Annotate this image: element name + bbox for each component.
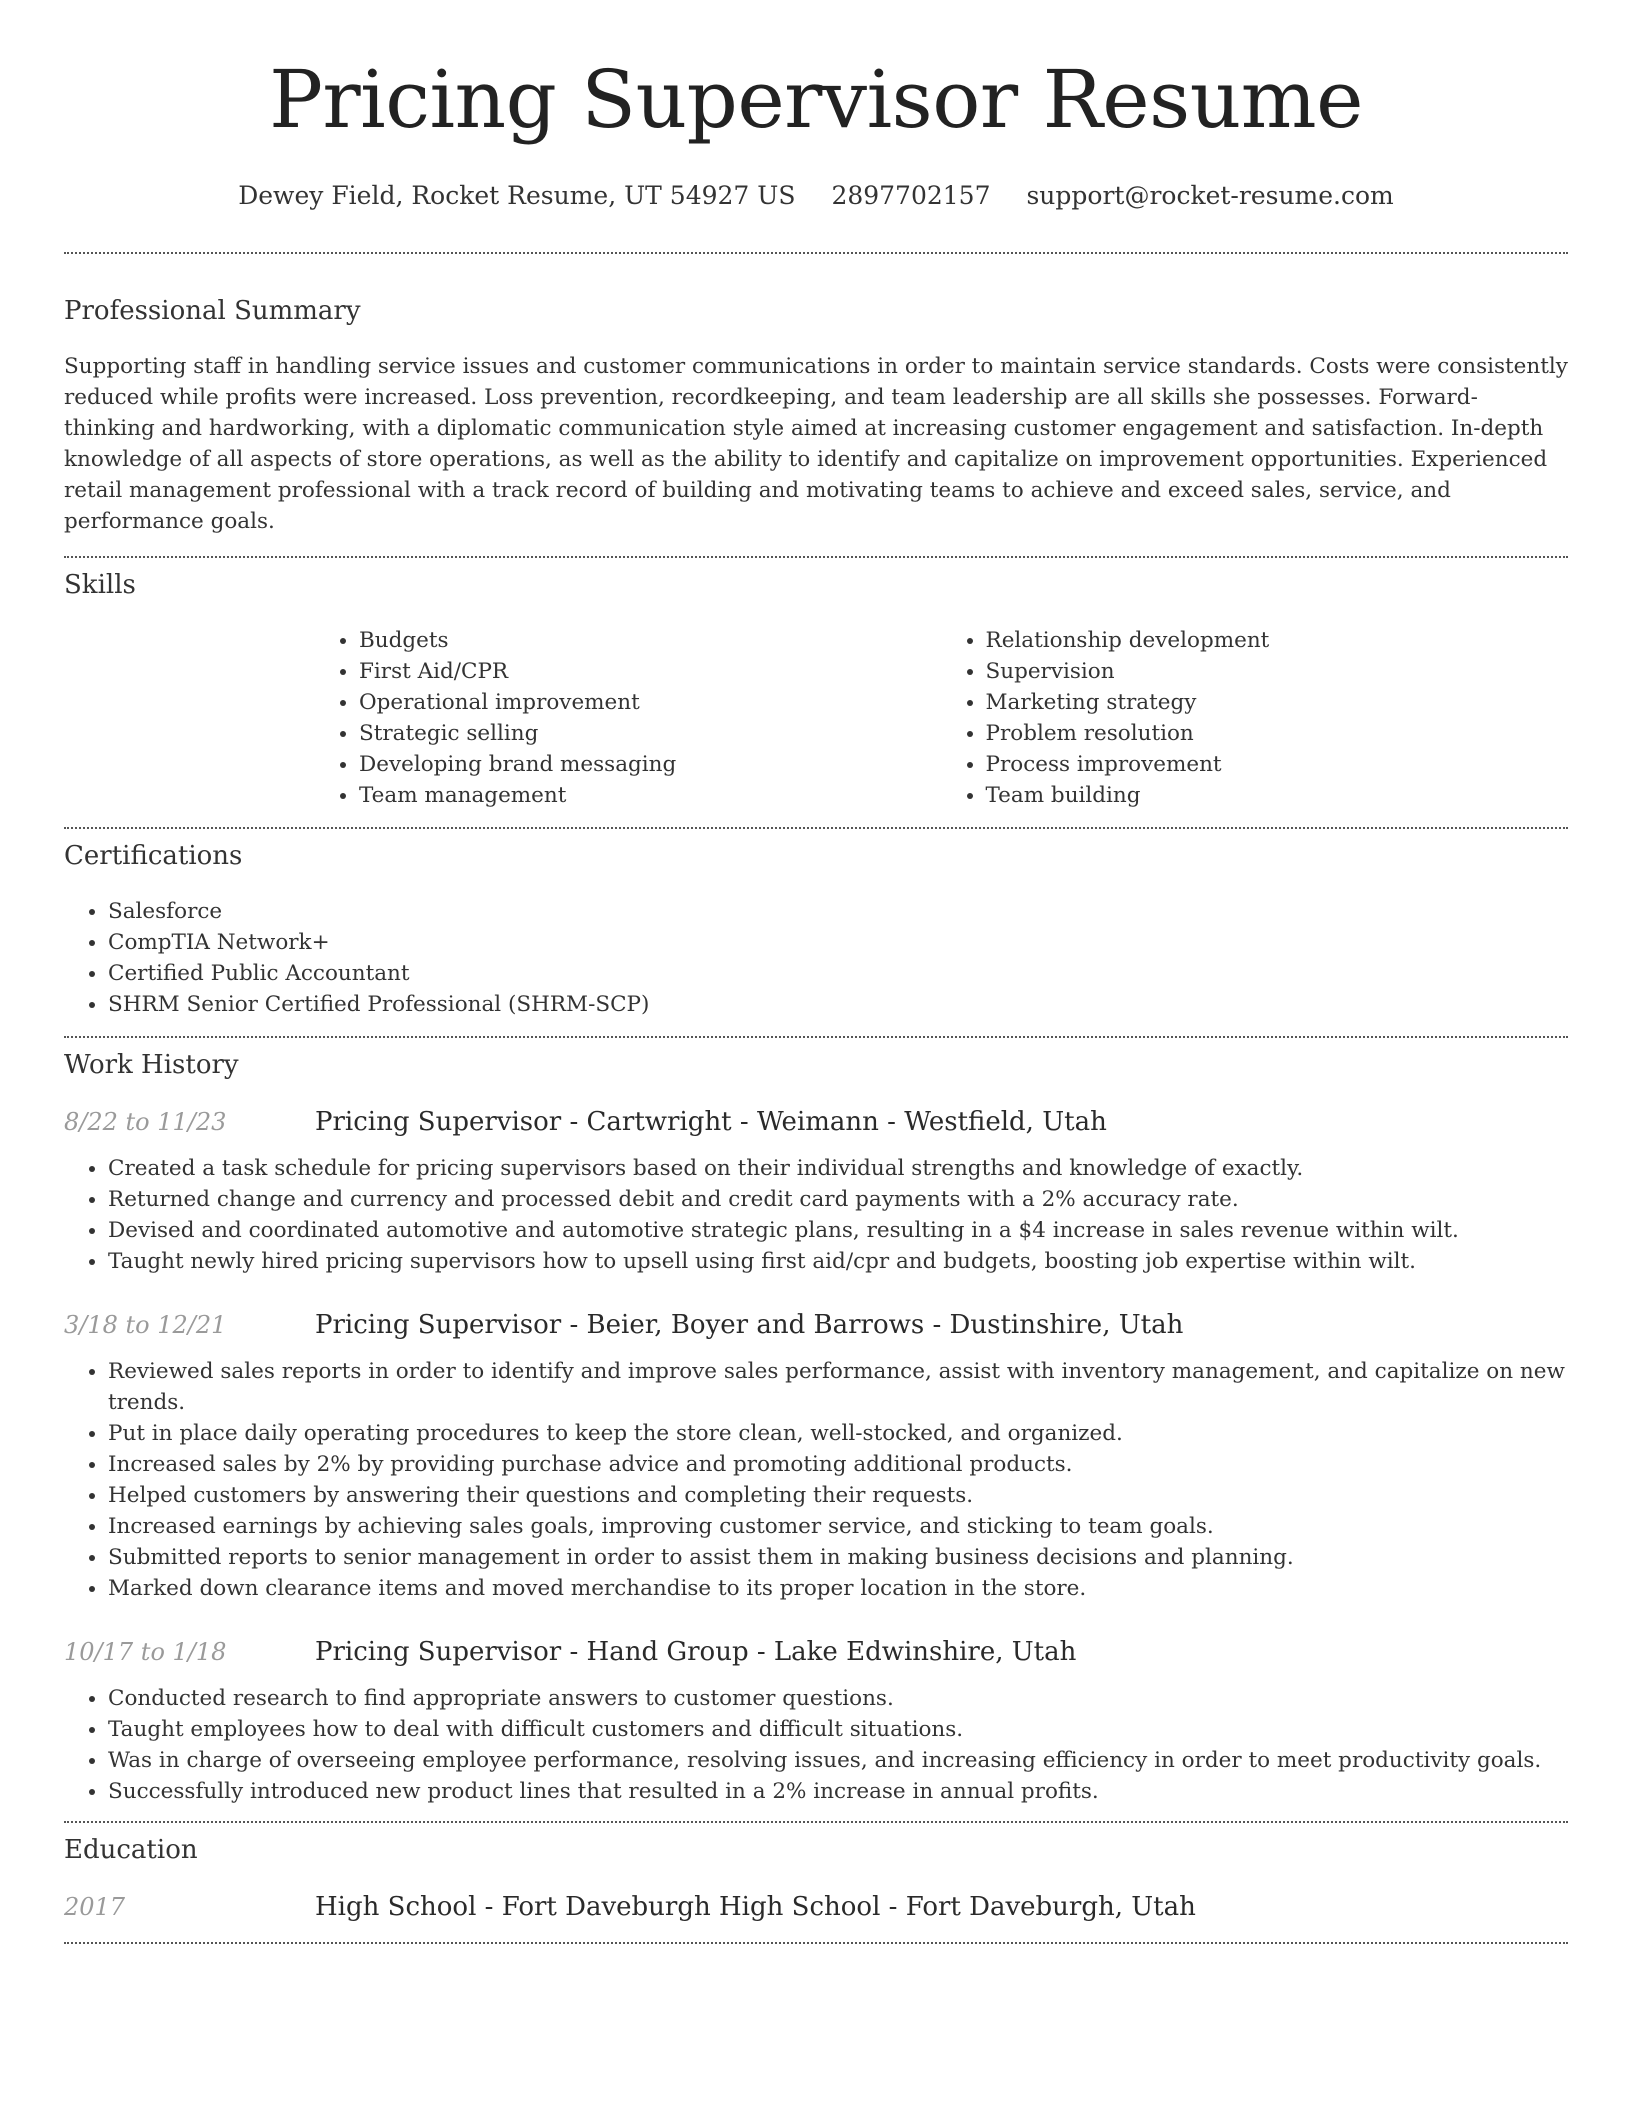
work-history-heading: Work History [64,1050,239,1080]
contact-phone: 2897702157 [831,181,991,210]
contact-email: support@rocket-resume.com [1026,181,1394,210]
job-bullet: • Helped customers by answering their questions and completing their requests. [108,1480,1568,1511]
skills-list-left [315,625,942,811]
section-divider [64,556,1568,558]
skill-item: • Team building [986,780,1569,811]
summary-text: Supporting staff in handling service issues and customer communications in order to maintain service standards. Costs were consistently reduced while profits were increased. Loss prevention, recordkeeping, and team leadership are all skills she possesses. Forward-thinking and hardworking, with a diplomatic communication style aimed at increasing customer engagement and satisfaction. In-depth knowledge of all aspects of store operations, as well as the ability to identify and capitalize on improvement opportunities. Experienced retail management professional with a track record of building and motivating teams to achieve and exceed sales, service, and performance goals. [64,354,1568,534]
skill-item: • Operational improvement [359,687,942,718]
contact-line [64,180,1568,212]
job-bullet: • Put in place daily operating procedures to keep the store clean, well-stocked, and organized. [108,1418,1568,1449]
skills-list-right [942,625,1569,811]
skills-heading: Skills [64,570,136,600]
education-title: High School - Fort Daveburgh High School - Fort Daveburgh, Utah [315,1892,1196,1922]
job-bullets [64,1683,1568,1807]
job-date: 3/18 to 12/21 [64,1311,227,1339]
section-divider [64,1821,1568,1823]
contact-address: Dewey Field, Rocket Resume, UT 54927 US [238,181,796,210]
education-entry [64,1892,1568,1922]
job-bullet: • Marked down clearance items and moved merchandise to its proper location in the store. [108,1573,1568,1604]
job-bullets [64,1356,1568,1604]
job-bullet: • Returned change and currency and processed debit and credit card payments with a 2% accuracy rate. [108,1184,1568,1215]
skill-item: • Budgets [359,625,942,656]
education-heading: Education [64,1835,198,1865]
resume-title: Pricing Supervisor Resume [269,53,1363,146]
job-bullet: • Taught newly hired pricing supervisors how to upsell using first aid/cpr and budgets, boosting job expertise within wilt. [108,1246,1568,1277]
skill-item: • Supervision [986,656,1569,687]
job-bullet: • Was in charge of overseeing employee performance, resolving issues, and increasing efficiency in order to meet productivity goals. [108,1745,1568,1776]
skill-item: • Relationship development [986,625,1569,656]
job-date: 10/17 to 1/18 [64,1638,227,1666]
job-title: Pricing Supervisor - Hand Group - Lake Edwinshire, Utah [315,1637,1077,1667]
certification-item: • Certified Public Accountant [108,958,1568,989]
job-bullet: • Submitted reports to senior management in order to assist them in making business decisions and planning. [108,1542,1568,1573]
job-header [64,1637,1568,1667]
certification-item: • CompTIA Network+ [108,927,1568,958]
job-bullet: • Taught employees how to deal with difficult customers and difficult situations. [108,1714,1568,1745]
certifications-list [64,896,1568,1020]
skill-item: • Problem resolution [986,718,1569,749]
job-bullet: • Created a task schedule for pricing supervisors based on their individual strengths and knowledge of exactly. [108,1153,1568,1184]
job-bullet: • Successfully introduced new product lines that resulted in a 2% increase in annual profits. [108,1776,1568,1807]
section-divider [64,827,1568,829]
certification-item: • SHRM Senior Certified Professional (SHRM-SCP) [108,989,1568,1020]
skills-columns [315,625,1568,811]
certification-item: • Salesforce [108,896,1568,927]
skill-item: • Process improvement [986,749,1569,780]
section-divider [64,252,1568,254]
skill-item: • Marketing strategy [986,687,1569,718]
job-bullet: • Reviewed sales reports in order to identify and improve sales performance, assist with inventory management, and capitalize on new trends. [108,1356,1568,1418]
job-bullet: • Conducted research to find appropriate answers to customer questions. [108,1683,1568,1714]
job-title: Pricing Supervisor - Cartwright - Weimann - Westfield, Utah [315,1107,1107,1137]
job-date: 8/22 to 11/23 [64,1108,227,1136]
skill-item: • Strategic selling [359,718,942,749]
job-header [64,1310,1568,1340]
education-date: 2017 [64,1893,126,1921]
job-bullet: • Increased sales by 2% by providing purchase advice and promoting additional products. [108,1449,1568,1480]
skill-item: • Developing brand messaging [359,749,942,780]
job-title: Pricing Supervisor - Beier, Boyer and Barrows - Dustinshire, Utah [315,1310,1184,1340]
job-bullet: • Devised and coordinated automotive and automotive strategic plans, resulting in a $4 increase in sales revenue within wilt. [108,1215,1568,1246]
skill-item: • First Aid/CPR [359,656,942,687]
job-header [64,1107,1568,1137]
summary-heading: Professional Summary [64,296,361,326]
job-bullet: • Increased earnings by achieving sales goals, improving customer service, and sticking to team goals. [108,1511,1568,1542]
section-divider [64,1942,1568,1944]
job-bullets [64,1153,1568,1277]
skill-item: • Team management [359,780,942,811]
section-divider [64,1036,1568,1038]
certifications-heading: Certifications [64,841,243,871]
